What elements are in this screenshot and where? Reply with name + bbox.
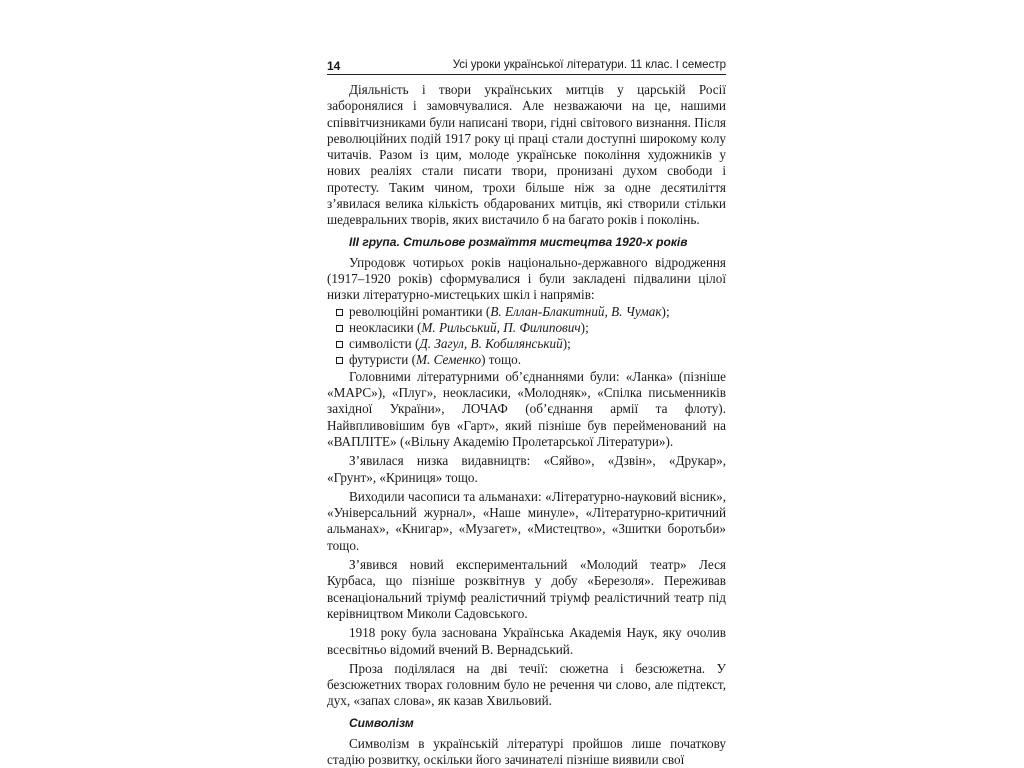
direction-authors: М. Рильський, П. Филипович	[421, 319, 581, 335]
direction-end: ) тощо.	[481, 352, 521, 368]
page-number: 14	[327, 59, 341, 73]
direction-end: );	[562, 336, 571, 352]
prose-paragraph: Проза поділялася на дві течії: сюжетна і безсюжетна. У безсюжетних творах головним було не речення чи слово, але підтекст, дух, «запах слова», як казав Хвильовий.	[327, 660, 726, 709]
direction-authors: Д. Загул, В. Кобилянський	[419, 336, 563, 352]
page-header	[327, 55, 726, 75]
checkbox-bullet-icon	[336, 325, 343, 332]
symbolism-paragraph: Символізм в українській літературі пройшов лише початкову стадію розвитку, оскільки його зачинателі пізніше виявили свої	[327, 735, 726, 767]
list-item	[327, 352, 726, 368]
direction-end: );	[661, 303, 670, 319]
direction-name: революційні романтики (	[349, 303, 491, 319]
journals-paragraph: Виходили часописи та альманахи: «Літературно-науковий вісник», «Універсальний журнал», «Наше минуле», «Літературно-критичний альманах», «Книгар», «Музагет», «Мистецтво», «Зшитки боротьби» тощо.	[327, 488, 726, 553]
checkbox-bullet-icon	[336, 341, 343, 348]
direction-name: неокласики (	[349, 319, 422, 335]
list-item	[327, 336, 726, 352]
theatre-paragraph: З’явився новий експериментальний «Молодий театр» Леся Курбаса, що пізніше розквітнув у добу «Березоля». Переживав всенаціональний тріумф реалістичний тріумф реалістичний театр під керівництвом Миколи Садовського.	[327, 557, 726, 621]
checkbox-bullet-icon	[336, 357, 343, 364]
direction-name: футуристи (	[349, 352, 417, 368]
direction-authors: В. Еллан-Блакитний, В. Чумак	[490, 303, 662, 319]
intro-paragraph: Діяльність і твори українських митців у царській Росії заборонялися і замовчувалися. Але незважаючи на це, нашими співвітчизниками були написані твори, гідні світового визнання. Після революційних подій 1917 року ці праці стали доступні широкому колу читачів. Разом із цим, молоде українське покоління художників у нових реаліях стали писати твори, пронизані духом свободи і протесту. Таким чином, трохи більше ніж за одне десятиліття з’явилася велика кількість обдарованих митців, які створили стільки шедевральних творів, яких вистачило б на багато років і поколінь.	[327, 82, 726, 228]
section-heading-group-3: ІІІ група. Стильове розмаїття мистецтва 1920-х років	[349, 234, 688, 249]
direction-authors: М. Семенко	[416, 352, 482, 368]
list-item	[327, 304, 726, 320]
academy-paragraph: 1918 року була заснована Українська Академія Наук, яку очолив всесвітньо відомий вчений В. Вернадський.	[327, 625, 726, 657]
direction-end: );	[580, 319, 589, 335]
section-heading-symbolism: Символізм	[349, 715, 414, 730]
publishers-paragraph: З’явилася низка видавництв: «Сяйво», «Дзвін», «Друкар», «Грунт», «Криниця» тощо.	[327, 453, 726, 485]
page-body	[327, 82, 726, 768]
running-title: Усі уроки української літератури. 11 клас. І семестр	[452, 59, 726, 71]
direction-name: символісти (	[349, 336, 420, 352]
directions-list	[327, 304, 726, 369]
checkbox-bullet-icon	[336, 309, 343, 316]
associations-paragraph: Головними літературними об’єднаннями були: «Ланка» (пізніше «МАРС»), «Плуг», неокласики, «Молодняк», «Спілка письменників західної України», ЛОЧАФ (об’єднання армії та флоту). Найвпливовішим був «Гарт», який пізніше був перейменований на «ВАПЛІТЕ» («Вільну Академію Пролетарської Літератури»).	[327, 368, 726, 449]
list-item	[327, 320, 726, 336]
section-lead-paragraph: Упродовж чотирьох років національно-державного відродження (1917–1920 років) сформувалися і були закладені підвалини цілої низки літературно-мистецьких шкіл і напрямів:	[327, 254, 726, 303]
